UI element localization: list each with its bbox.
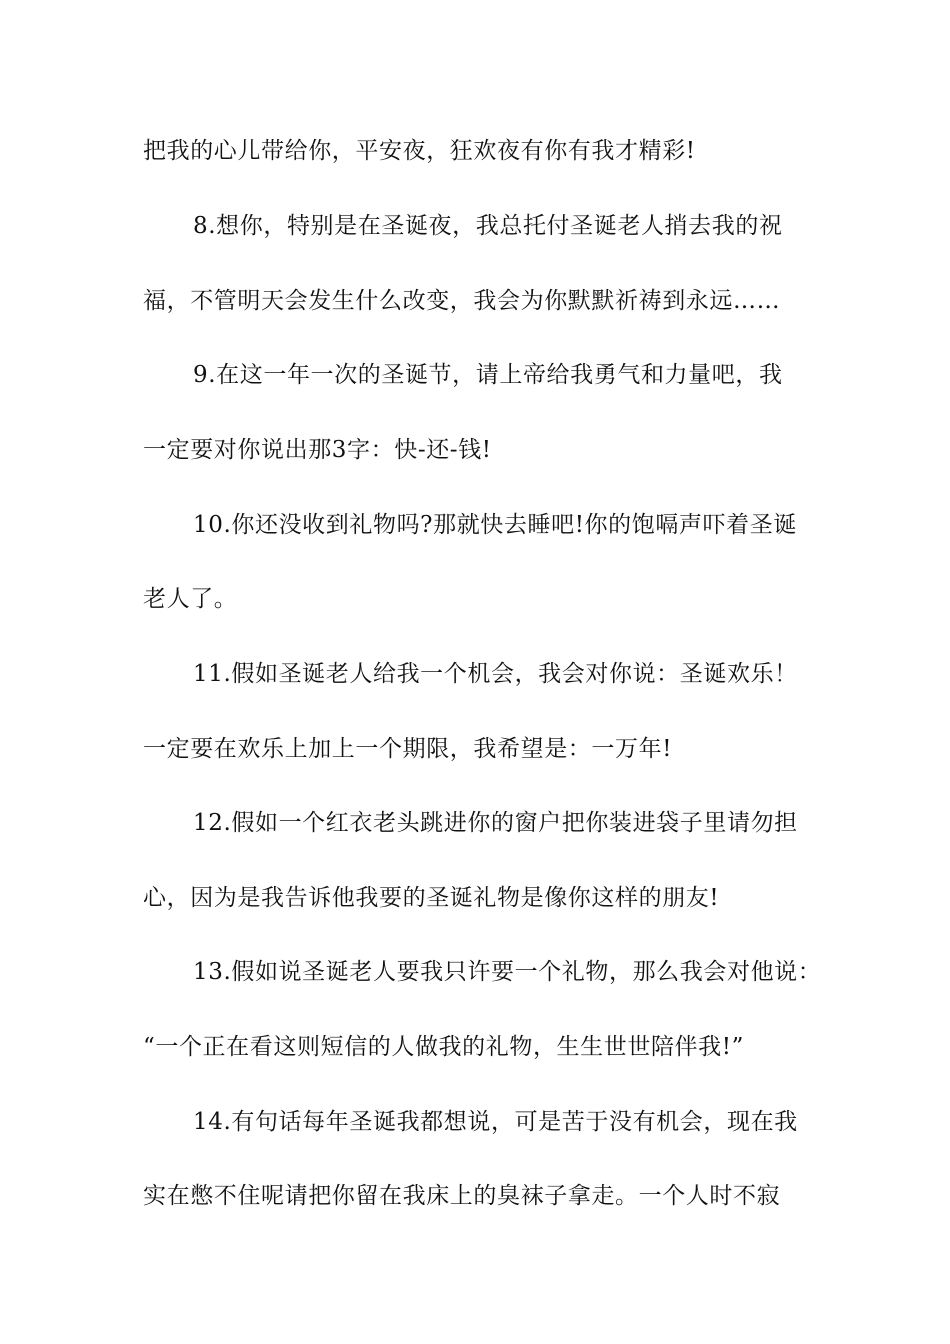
paragraph-10-line-1: 10.你还没收到礼物吗?那就快去睡吧!你的饱嗝声吓着圣诞 xyxy=(193,512,797,538)
paragraph-14-line-1: 14.有句话每年圣诞我都想说，可是苦于没有机会，现在我 xyxy=(193,1109,798,1135)
paragraph-8-line-2: 福，不管明天会发生什么改变，我会为你默默祈祷到永远…… xyxy=(143,288,781,314)
paragraph-9-line-1: 9.在这一年一次的圣诞节，请上帝给我勇气和力量吧，我 xyxy=(193,362,783,388)
paragraph-10-line-2: 老人了。 xyxy=(143,586,238,612)
paragraph-11-line-1: 11.假如圣诞老人给我一个机会，我会对你说：圣诞欢乐！ xyxy=(193,661,798,687)
paragraph-12-line-2: 心，因为是我告诉他我要的圣诞礼物是像你这样的朋友! xyxy=(143,885,720,911)
paragraph-13-line-1: 13.假如说圣诞老人要我只许要一个礼物，那么我会对他说： xyxy=(193,959,822,985)
paragraph-13-line-2: “一个正在看这则短信的人做我的礼物，生生世世陪伴我!” xyxy=(143,1034,744,1060)
text-line: 把我的心儿带给你，平安夜，狂欢夜有你有我才精彩! xyxy=(143,138,696,164)
paragraph-8-line-1: 8.想你，特别是在圣诞夜，我总托付圣诞老人捎去我的祝 xyxy=(193,213,783,239)
paragraph-12-line-1: 12.假如一个红衣老头跳进你的窗户把你装进袋子里请勿担 xyxy=(193,810,798,836)
paragraph-14-line-2: 实在憋不住呢请把你留在我床上的臭袜子拿走。一个人时不寂 xyxy=(143,1183,781,1209)
paragraph-11-line-2: 一定要在欢乐上加上一个期限，我希望是：一万年! xyxy=(143,736,673,762)
paragraph-9-line-2: 一定要对你说出那3字：快-还-钱! xyxy=(143,437,492,463)
